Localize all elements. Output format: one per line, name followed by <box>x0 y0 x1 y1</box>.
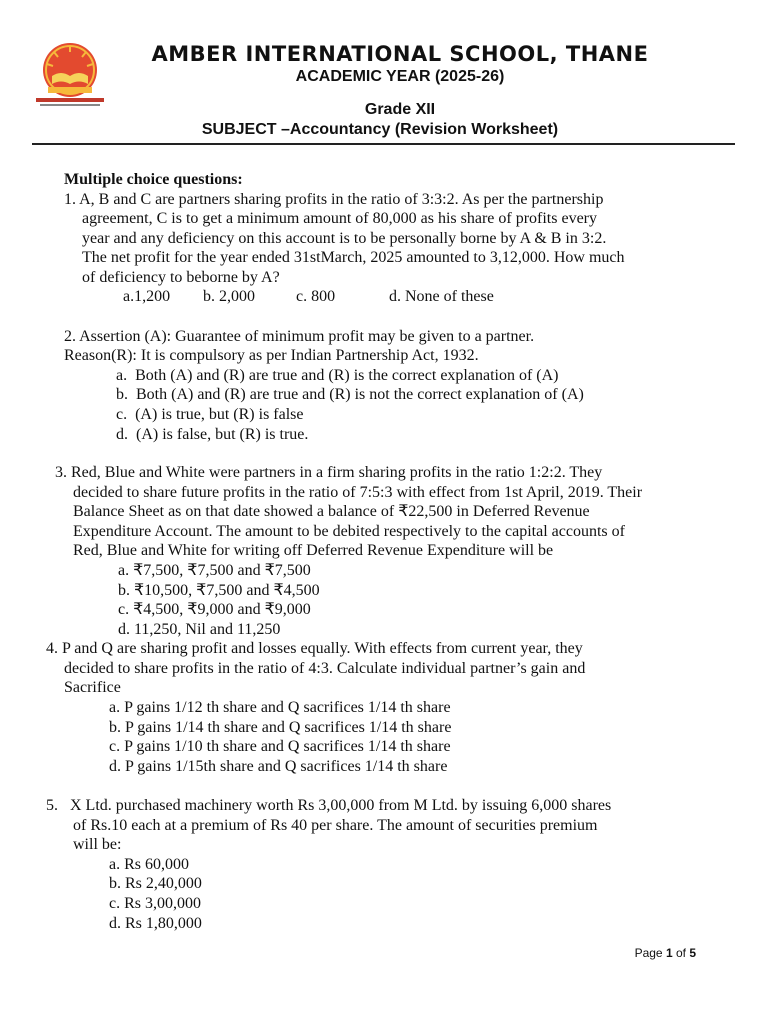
q1-option: a.1,200 <box>123 288 171 305</box>
q3-line: Balance Sheet as on that date showed a balance of ₹22,500 in Deferred Revenue <box>73 503 590 520</box>
q3-option: d. 11,250, Nil and 11,250 <box>118 621 281 638</box>
q3-line: 3. Red, Blue and White were partners in a firm sharing profits in the ratio 1:2:2. They <box>55 464 603 481</box>
q2-option: d. (A) is false, but (R) is true. <box>116 426 309 443</box>
q4-line: Sacrifice <box>64 679 121 696</box>
q1-option: b. 2,000 <box>203 288 255 305</box>
q4-option: d. P gains 1/15th share and Q sacrifices 1/14 th share <box>109 758 448 775</box>
q2-option: c. (A) is true, but (R) is false <box>116 406 304 423</box>
q1-line: 1. A, B and C are partners sharing profits in the ratio of 3:3:2. As per the partnership <box>64 191 604 208</box>
q2-line: 2. Assertion (A): Guarantee of minimum profit may be given to a partner. <box>64 328 535 345</box>
q4-line: 4. P and Q are sharing profit and losses equally. With effects from current year, they <box>46 640 583 657</box>
q5-line: will be: <box>73 836 122 853</box>
q5-option: c. Rs 3,00,000 <box>109 895 201 912</box>
current-page: 1 <box>665 946 673 960</box>
subject-title: SUBJECT –Accountancy (Revision Worksheet) <box>201 121 559 138</box>
q3-option: c. ₹4,500, ₹9,000 and ₹9,000 <box>118 601 311 618</box>
grade-label: Grade XII <box>364 101 436 118</box>
q5-option: a. Rs 60,000 <box>109 856 189 873</box>
page-number <box>635 946 696 960</box>
q4-option: b. P gains 1/14 th share and Q sacrifices 1/14 th share <box>109 719 452 736</box>
q1-line: of deficiency to beborne by A? <box>82 269 280 286</box>
q3-line: Red, Blue and White for writing off Deferred Revenue Expenditure will be <box>73 542 554 559</box>
q4-option: a. P gains 1/12 th share and Q sacrifices 1/14 th share <box>109 699 451 716</box>
q5-line: 5. X Ltd. purchased machinery worth Rs 3,00,000 from M Ltd. by issuing 6,000 shares <box>46 797 612 814</box>
header-divider <box>32 143 735 145</box>
q5-line: of Rs.10 each at a premium of Rs 40 per share. The amount of securities premium <box>73 817 598 834</box>
q2-option: a. Both (A) and (R) are true and (R) is the correct explanation of (A) <box>116 367 559 384</box>
q3-line: Expenditure Account. The amount to be debited respectively to the capital accounts of <box>73 523 625 540</box>
school-name: AMBER INTERNATIONAL SCHOOL, THANE <box>151 42 649 66</box>
q1-line: year and any deficiency on this account is to be personally borne by A & B in 3:2. <box>82 230 607 247</box>
academic-year: ACADEMIC YEAR (2025-26) <box>295 68 505 85</box>
q1-option: d. None of these <box>389 288 494 305</box>
q4-option: c. P gains 1/10 th share and Q sacrifices 1/14 th share <box>109 738 451 755</box>
q2-line: Reason(R): It is compulsory as per Indian Partnership Act, 1932. <box>64 347 479 364</box>
q5-option: b. Rs 2,40,000 <box>109 875 202 892</box>
total-pages: 5 <box>689 946 696 960</box>
page-prefix: Page <box>634 946 666 960</box>
section-title: Multiple choice questions: <box>64 171 243 188</box>
q3-option: a. ₹7,500, ₹7,500 and ₹7,500 <box>118 562 311 579</box>
q3-line: decided to share future profits in the ratio of 7:5:3 with effect from 1st April, 2019. Their <box>73 484 643 501</box>
q4-line: decided to share profits in the ratio of 4:3. Calculate individual partner’s gain and <box>64 660 586 677</box>
q1-line: agreement, C is to get a minimum amount of 80,000 as his share of profits every <box>82 210 597 227</box>
q5-option: d. Rs 1,80,000 <box>109 915 202 932</box>
q3-option: b. ₹10,500, ₹7,500 and ₹4,500 <box>118 582 320 599</box>
q1-option: c. 800 <box>296 288 336 305</box>
q1-line: The net profit for the year ended 31stMarch, 2025 amounted to 3,12,000. How much <box>82 249 625 266</box>
q2-option: b. Both (A) and (R) are true and (R) is not the correct explanation of (A) <box>116 386 584 403</box>
page-of: of <box>672 946 690 960</box>
